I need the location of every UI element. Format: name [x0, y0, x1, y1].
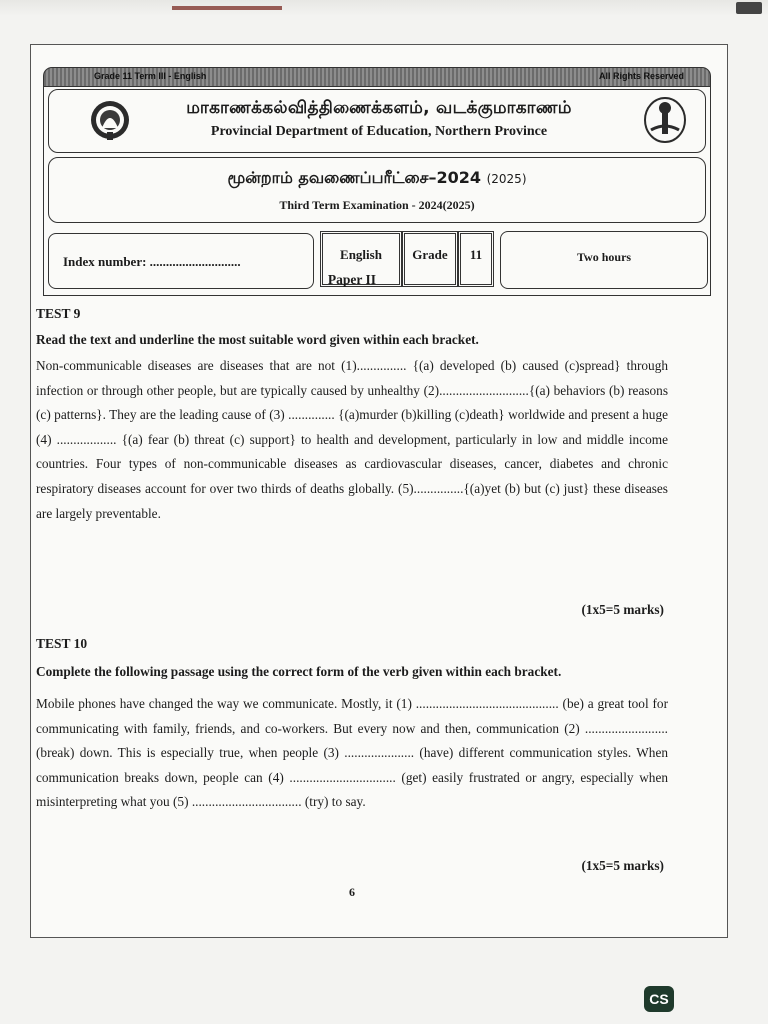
- test10-marks: (1x5=5 marks): [581, 858, 664, 873]
- banner-left-text: Grade 11 Term III - English: [94, 71, 207, 81]
- exam-tamil-title-text: மூன்றாம் தவணைப்பரீட்சை–2024: [227, 168, 482, 187]
- province-emblem-icon: [643, 96, 687, 144]
- page-number: 6: [349, 885, 355, 899]
- department-tamil-title: மாகாணக்கல்வித்திணைக்களம், வடக்குமாகாணம்: [186, 98, 572, 118]
- test10-title: TEST 10: [36, 636, 88, 651]
- department-english-title: Provincial Department of Education, Northern Province: [210, 124, 548, 139]
- exam-tamil-year: (2025): [486, 172, 527, 186]
- header-banner: [43, 67, 711, 87]
- test9-title: TEST 9: [36, 306, 81, 321]
- test9-instruction: Read the text and underline the most suitable word given within each bracket.: [36, 332, 479, 347]
- exam-title-box: [48, 157, 706, 223]
- grade-label-box: Grade: [402, 231, 458, 287]
- test9-marks: (1x5=5 marks): [581, 602, 664, 617]
- camscanner-badge: CS: [644, 986, 674, 1012]
- duration-text: Two hours: [576, 250, 632, 264]
- test9-passage: Non-communicable diseases are diseases that are not (1)............... {(a) developed (b) caused (c)spread} through infection or through other people, but are typically caused by unhealthy (2)...........................{(a) behaviors (b) reasons (c) patterns}. They are the leading cause of (3) .............. {(a)murder (b)killing (c)death} worldwide and present a huge (4) .................. {(a) fear (b) threat (c) support} to health and development, particularly in low and middle income countries. Four types of non-communicable diseases as cardiovascular diseases, cancer, diabetes and chronic respiratory diseases account for over two thirds of deaths globally. (5)...............{(a)yet (b) but (c) just} these diseases are largely preventable.: [36, 358, 668, 521]
- banner-right-text: All Rights Reserved: [598, 71, 684, 81]
- paper-title: Paper II: [327, 272, 377, 287]
- header-box: [43, 85, 711, 296]
- red-mark: [172, 6, 282, 10]
- grade-value-box: 11: [458, 231, 494, 287]
- top-strip: [0, 0, 768, 16]
- index-number-label: Index number: ............................: [63, 254, 241, 269]
- test10-passage: Mobile phones have changed the way we communicate. Mostly, it (1) ........................................... (be) a great tool for communicating with family, friends, and co-workers. But every now and then, communication (2) ......................... (break) down. This is especially true, when people (3) ..................... (have) different communication styles. When communication breaks down, people can (4) ................................ (get) easily frustrated or angry, especially when misinterpreting what you (5) ................................. (try) to say.: [36, 696, 668, 810]
- sri-lanka-emblem-icon: [89, 98, 131, 142]
- exam-tamil-title: [49, 168, 705, 189]
- exam-english-title: Third Term Examination - 2024(2025): [279, 198, 475, 212]
- subject-box: English: [320, 231, 402, 287]
- test10-instruction: Complete the following passage using the correct form of the verb given within each bracket.: [36, 664, 562, 679]
- corner-logo: [736, 2, 762, 14]
- department-box: [48, 89, 706, 153]
